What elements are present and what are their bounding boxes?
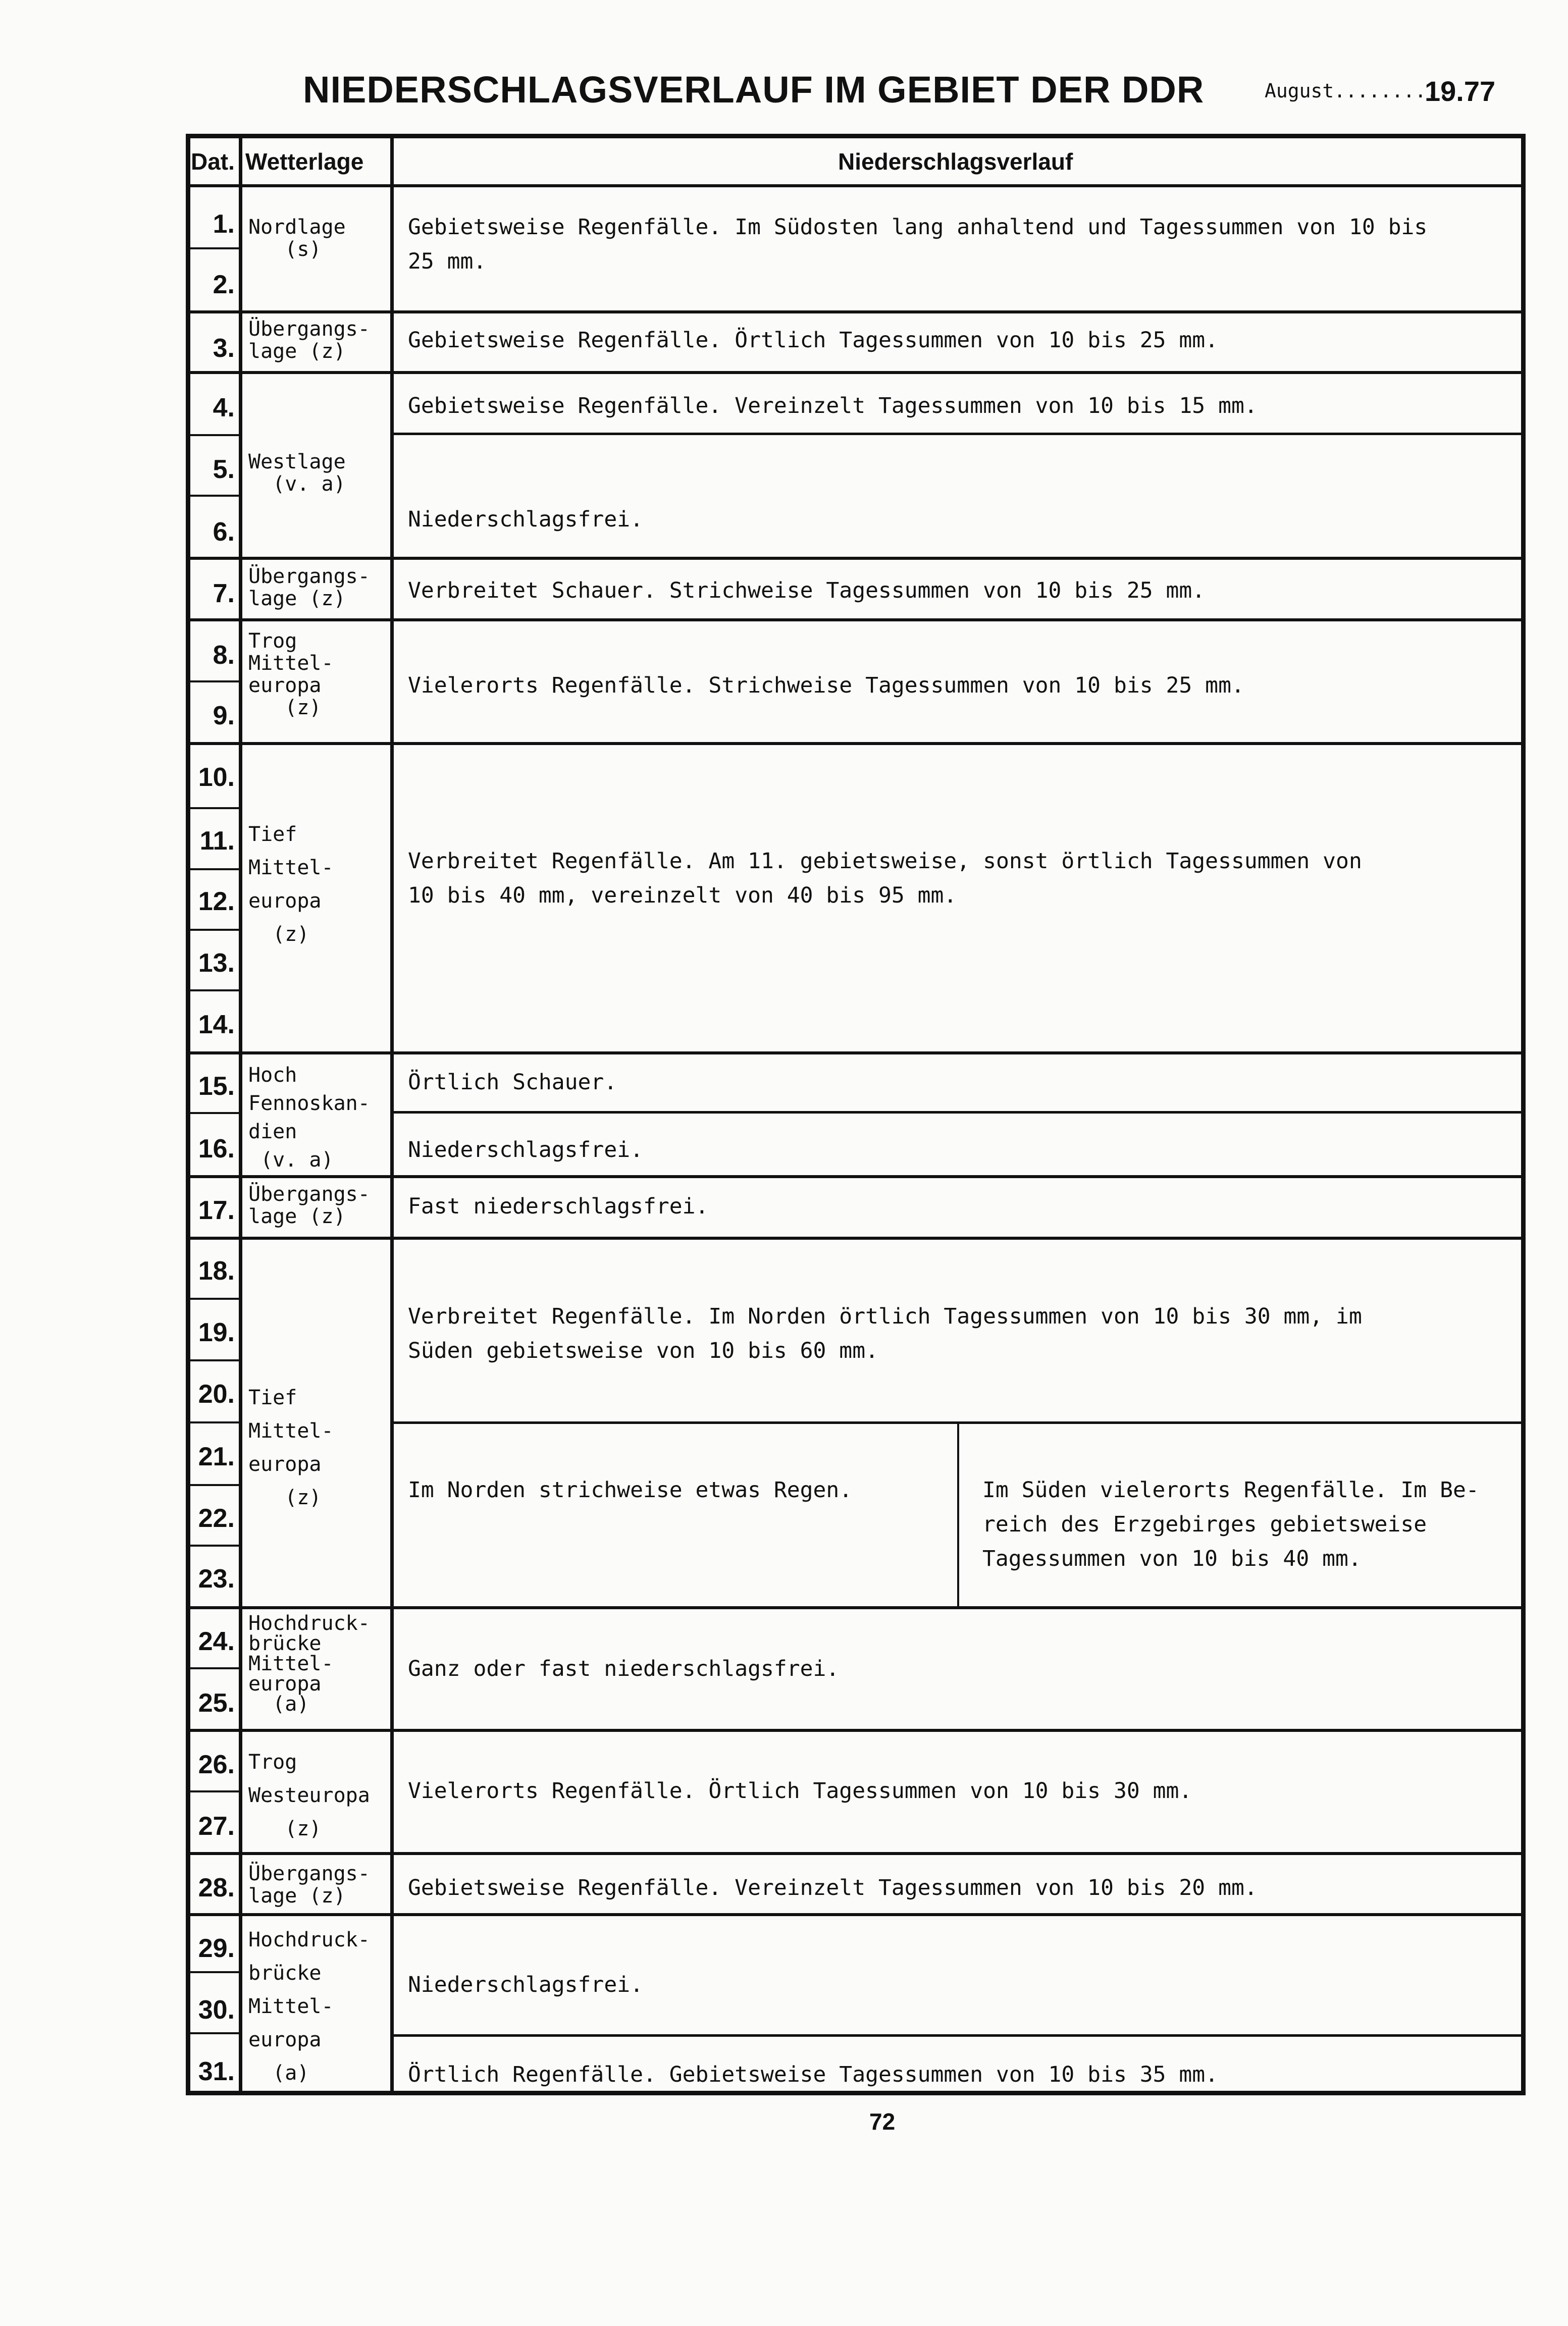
- day-number: 20.: [198, 1380, 235, 1409]
- weather-type-label: Hochdruck- brücke Mittel- europa (a): [248, 1612, 370, 1716]
- group-separator: [186, 618, 1526, 621]
- precipitation-description: Niederschlagsfrei.: [408, 1137, 643, 1162]
- precipitation-description: Örtlich Schauer.: [408, 1070, 617, 1095]
- group-separator: [186, 1729, 1526, 1732]
- day-number: 22.: [198, 1504, 235, 1533]
- precipitation-description: Örtlich Regenfälle. Gebietsweise Tagessummen von 10 bis 35 mm.: [408, 2062, 1219, 2087]
- day-number: 23.: [198, 1564, 235, 1594]
- precipitation-description: Ganz oder fast niederschlagsfrei.: [408, 1656, 840, 1681]
- day-number: 29.: [198, 1934, 235, 1963]
- day-number: 30.: [198, 1995, 235, 2025]
- precipitation-description: Gebietsweise Regenfälle. Vereinzelt Tagessummen von 10 bis 15 mm.: [408, 393, 1258, 418]
- day-number: 31.: [198, 2057, 235, 2086]
- date-row-separator: [186, 1359, 241, 1361]
- day-number: 18.: [198, 1256, 235, 1286]
- group-separator: [186, 1606, 1526, 1609]
- weather-type-label: Tief Mittel- europa (z): [248, 1386, 334, 1509]
- date-row-separator: [186, 929, 241, 931]
- day-number: 12.: [198, 887, 235, 916]
- date-row-separator: [186, 868, 241, 870]
- date-row-separator: [186, 1545, 241, 1547]
- divider-weather-column: [390, 134, 394, 2095]
- group-separator: [186, 1237, 1526, 1240]
- day-number: 19.: [198, 1318, 235, 1347]
- group-separator: [394, 2034, 1526, 2037]
- day-number: 8.: [213, 641, 235, 670]
- precipitation-description: Im Süden vielerorts Regenfälle. Im Be- reich des Erzgebirges gebietsweise Tagessummen von 10 bis 40 mm.: [982, 1477, 1479, 1571]
- date-row-separator: [186, 434, 241, 436]
- date-row-separator: [186, 1790, 241, 1792]
- day-number: 3.: [213, 334, 235, 363]
- day-number: 26.: [198, 1750, 235, 1779]
- weather-type-label: Übergangs- lage (z): [248, 1183, 370, 1228]
- year-label: 19.77: [1425, 75, 1496, 107]
- page-number: 72: [869, 2108, 896, 2135]
- day-number: 5.: [213, 455, 235, 484]
- group-separator: [186, 310, 1526, 313]
- date-row-separator: [186, 807, 241, 809]
- weather-type-label: Hoch Fennoskan- dien (v. a): [248, 1064, 370, 1172]
- day-number: 25.: [198, 1688, 235, 1718]
- day-number: 24.: [198, 1627, 235, 1656]
- page-title: NIEDERSCHLAGSVERLAUF IM GEBIET DER DDR: [303, 69, 1205, 111]
- header-weather-type: Wetterlage: [245, 148, 364, 175]
- group-separator: [394, 433, 1526, 435]
- day-number: 7.: [213, 579, 235, 608]
- precipitation-description: Vielerorts Regenfälle. Strichweise Tagessummen von 10 bis 25 mm.: [408, 673, 1244, 698]
- weather-type-label: Trog Westeuropa (z): [248, 1751, 370, 1840]
- precipitation-description: Niederschlagsfrei.: [408, 1972, 643, 1997]
- date-row-separator: [186, 989, 241, 991]
- date-row-separator: [186, 1971, 241, 1973]
- weather-type-label: Westlage (v. a): [248, 450, 346, 496]
- weather-type-label: Trog Mittel- europa (z): [248, 629, 334, 719]
- day-number: 14.: [198, 1010, 235, 1039]
- precipitation-description: Vielerorts Regenfälle. Örtlich Tagessummen von 10 bis 30 mm.: [408, 1778, 1192, 1804]
- precipitation-description: Verbreitet Regenfälle. Im Norden örtlich Tagessummen von 10 bis 30 mm, im Süden gebietsweise von 10 bis 60 mm.: [408, 1304, 1362, 1363]
- date-row-separator: [186, 1298, 241, 1300]
- date-row-separator: [186, 247, 241, 249]
- group-separator: [186, 742, 1526, 745]
- header-precipitation: Niederschlagsverlauf: [838, 148, 1073, 175]
- group-separator: [186, 1852, 1526, 1855]
- day-number: 2.: [213, 270, 235, 299]
- weather-type-label: Übergangs- lage (z): [248, 565, 370, 610]
- header-date: Dat.: [191, 148, 235, 175]
- divider-split-column: [957, 1421, 959, 1606]
- day-number: 15.: [198, 1072, 235, 1101]
- precipitation-description: Verbreitet Regenfälle. Am 11. gebietsweise, sonst örtlich Tagessummen von 10 bis 40 mm, vereinzelt von 40 bis 95 mm.: [408, 849, 1362, 908]
- day-number: 10.: [198, 763, 235, 792]
- weather-type-label: Übergangs- lage (z): [248, 1862, 370, 1908]
- date-row-separator: [186, 1421, 241, 1423]
- day-number: 17.: [198, 1196, 235, 1225]
- date-row-separator: [186, 1667, 241, 1669]
- precipitation-description: Gebietsweise Regenfälle. Vereinzelt Tagessummen von 10 bis 20 mm.: [408, 1875, 1258, 1900]
- weather-type-label: Hochdruck- brücke Mittel- europa (a): [248, 1928, 370, 2085]
- precipitation-description: Niederschlagsfrei.: [408, 507, 643, 532]
- group-separator: [186, 1175, 1526, 1178]
- day-number: 16.: [198, 1134, 235, 1164]
- day-number: 6.: [213, 517, 235, 547]
- precipitation-description: Gebietsweise Regenfälle. Im Südosten lang anhaltend und Tagessummen von 10 bis 25 mm.: [408, 215, 1428, 274]
- day-number: 13.: [198, 948, 235, 978]
- day-number: 1.: [213, 209, 235, 239]
- precipitation-description: Fast niederschlagsfrei.: [408, 1194, 709, 1219]
- group-separator: [186, 371, 1526, 374]
- date-row-separator: [186, 495, 241, 497]
- group-separator: [394, 1421, 1526, 1424]
- day-number: 11.: [199, 826, 235, 856]
- header-divider: [186, 184, 1526, 187]
- precipitation-description: Gebietsweise Regenfälle. Örtlich Tagessummen von 10 bis 25 mm.: [408, 328, 1219, 353]
- day-number: 21.: [198, 1442, 235, 1471]
- weather-type-label: Tief Mittel- europa (z): [248, 823, 334, 946]
- group-separator: [394, 1111, 1526, 1114]
- month-label: August..........: [1265, 80, 1450, 102]
- precipitation-description: Im Norden strichweise etwas Regen.: [408, 1477, 853, 1503]
- weather-type-label: Nordlage (s): [248, 216, 346, 261]
- date-row-separator: [186, 680, 241, 682]
- precipitation-description: Verbreitet Schauer. Strichweise Tagessummen von 10 bis 25 mm.: [408, 578, 1206, 603]
- day-number: 4.: [213, 393, 235, 422]
- weather-type-label: Übergangs- lage (z): [248, 318, 370, 363]
- day-number: 28.: [198, 1873, 235, 1902]
- divider-date-column: [239, 134, 242, 2095]
- date-row-separator: [186, 1112, 241, 1114]
- day-number: 27.: [198, 1812, 235, 1841]
- date-row-separator: [186, 1484, 241, 1486]
- date-row-separator: [186, 2032, 241, 2034]
- group-separator: [186, 557, 1526, 560]
- group-separator: [186, 1913, 1526, 1916]
- day-number: 9.: [213, 701, 235, 730]
- group-separator: [186, 1051, 1526, 1054]
